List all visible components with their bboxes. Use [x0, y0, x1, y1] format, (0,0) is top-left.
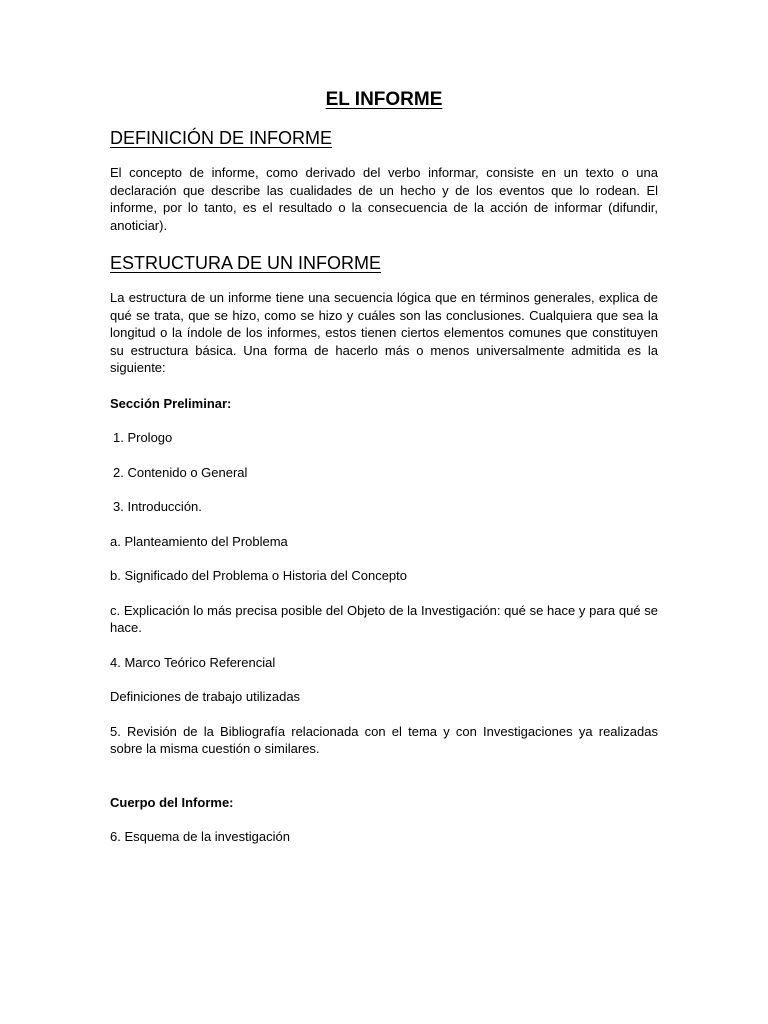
- list-item-significado: b. Significado del Problema o Historia del Concepto: [110, 568, 408, 583]
- list-item-planteamiento: a. Planteamiento del Problema: [110, 533, 288, 549]
- section-heading-estructura: ESTRUCTURA DE UN INFORME: [110, 253, 382, 273]
- document-content: [110, 88, 658, 863]
- list-item-esquema: 6. Esquema de la investigación: [110, 829, 290, 844]
- list-item-revision: 5. Revisión de la Bibliografía relacionada con el tema y con Investigaciones ya realizadas sobre la misma cuestión o similares.: [110, 723, 658, 756]
- list-item-contenido: 2. Contenido o General: [113, 464, 248, 480]
- list-item-definiciones: Definiciones de trabajo utilizadas: [110, 689, 301, 704]
- list-item-explicacion: c. Explicación lo más precisa posible del Objeto de la Investigación: qué se hace y para qué se hace.: [110, 602, 658, 635]
- document-title: EL INFORME: [325, 89, 443, 110]
- subheading-seccion-preliminar: Sección Preliminar:: [110, 395, 232, 411]
- subheading-cuerpo-informe: Cuerpo del Informe:: [110, 794, 234, 810]
- section-heading-definicion: DEFINICIÓN DE INFORME: [110, 128, 333, 148]
- list-item-marco-teorico: 4. Marco Teórico Referencial: [110, 654, 276, 670]
- list-item-introduccion: 3. Introducción.: [113, 499, 202, 514]
- paragraph-definicion: El concepto de informe, como derivado del verbo informar, consiste en un texto o una declaración que describe las cualidades de un hecho y de los eventos que lo rodean. El informe, por lo tanto, es el resultado o la consecuencia de la acción de informar (difundir, anoticiar).: [110, 165, 658, 233]
- paragraph-estructura: La estructura de un informe tiene una secuencia lógica que en términos generales, explica de qué se trata, que se hizo, como se hizo y cuáles son las conclusiones. Cualquiera que sea la longitud o la índole de los informes, estos tienen ciertos elementos comunes que constituyen su estructura básica. Una forma de hacerlo más o menos universalmente admitida es la siguiente:: [110, 290, 658, 375]
- list-item-prologo: 1. Prologo: [113, 430, 173, 445]
